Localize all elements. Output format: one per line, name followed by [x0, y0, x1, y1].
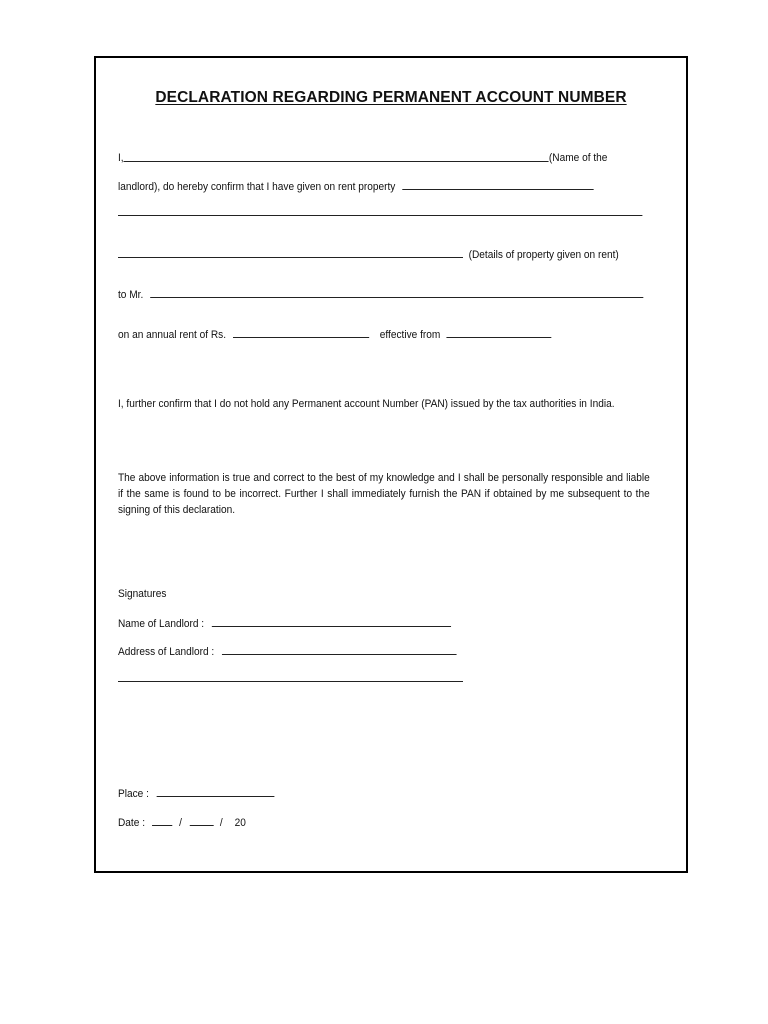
- property-continuation-field[interactable]: [118, 204, 642, 216]
- form-title: DECLARATION REGARDING PERMANENT ACCOUNT NUMBER: [155, 89, 627, 106]
- date-day-field[interactable]: [152, 814, 172, 826]
- rent-amount-field[interactable]: [233, 326, 369, 338]
- address-continuation-field[interactable]: [118, 670, 463, 682]
- date-separator-2: /: [219, 817, 223, 829]
- line1-suffix: (Name of the: [548, 152, 608, 164]
- address-of-landlord-label: Address of Landlord :: [118, 646, 215, 658]
- address-continuation-line: [118, 670, 607, 687]
- landlord-name-field[interactable]: [124, 150, 549, 162]
- place-label: Place :: [118, 788, 149, 800]
- date-month-field[interactable]: [189, 814, 213, 826]
- truth-declaration-paragraph: The above information is true and correct to the best of my knowledge and I shall be personally responsible and liable if the same is found to be incorrect. Further I shall immediately furnish the PAN if obtained by me subsequent to the signing of this declaration.: [118, 472, 650, 516]
- effective-from-label: effective from: [379, 329, 441, 341]
- place-field[interactable]: [156, 785, 274, 797]
- effective-date-field[interactable]: [447, 326, 552, 338]
- line2-text: landlord), do hereby confirm that I have given on rent property: [118, 181, 396, 193]
- property-field[interactable]: [402, 178, 593, 190]
- landlord-name-signature-line: [118, 615, 607, 632]
- property-continuation-line: [118, 204, 607, 221]
- place-line: [118, 785, 607, 802]
- landlord-address-line: [118, 643, 607, 660]
- property-details-line: [118, 246, 619, 263]
- date-line: [118, 814, 607, 831]
- declaration-form: [94, 56, 688, 873]
- property-details-field[interactable]: [118, 246, 463, 258]
- address-field[interactable]: [222, 643, 457, 655]
- date-label: Date :: [118, 817, 146, 829]
- name-of-landlord-label: Name of Landlord :: [118, 618, 205, 630]
- line1-prefix: I,: [118, 152, 124, 164]
- signatures-label: Signatures: [118, 588, 167, 600]
- line4-suffix: (Details of property given on rent): [468, 249, 619, 261]
- signature-name-field[interactable]: [211, 615, 450, 627]
- pan-confirmation-paragraph: I, further confirm that I do not hold any Permanent account Number (PAN) issued by the tax authorities in India.: [118, 398, 615, 410]
- rent-prefix: on an annual rent of Rs.: [118, 329, 227, 341]
- tenant-name-field[interactable]: [150, 286, 643, 298]
- date-year-prefix: 20: [234, 817, 246, 829]
- rent-line: [118, 326, 607, 343]
- property-line: [118, 178, 607, 195]
- date-separator-1: /: [179, 817, 182, 829]
- landlord-name-line: [118, 150, 607, 166]
- tenant-line: [118, 286, 607, 303]
- line5-prefix: to Mr.: [118, 289, 144, 301]
